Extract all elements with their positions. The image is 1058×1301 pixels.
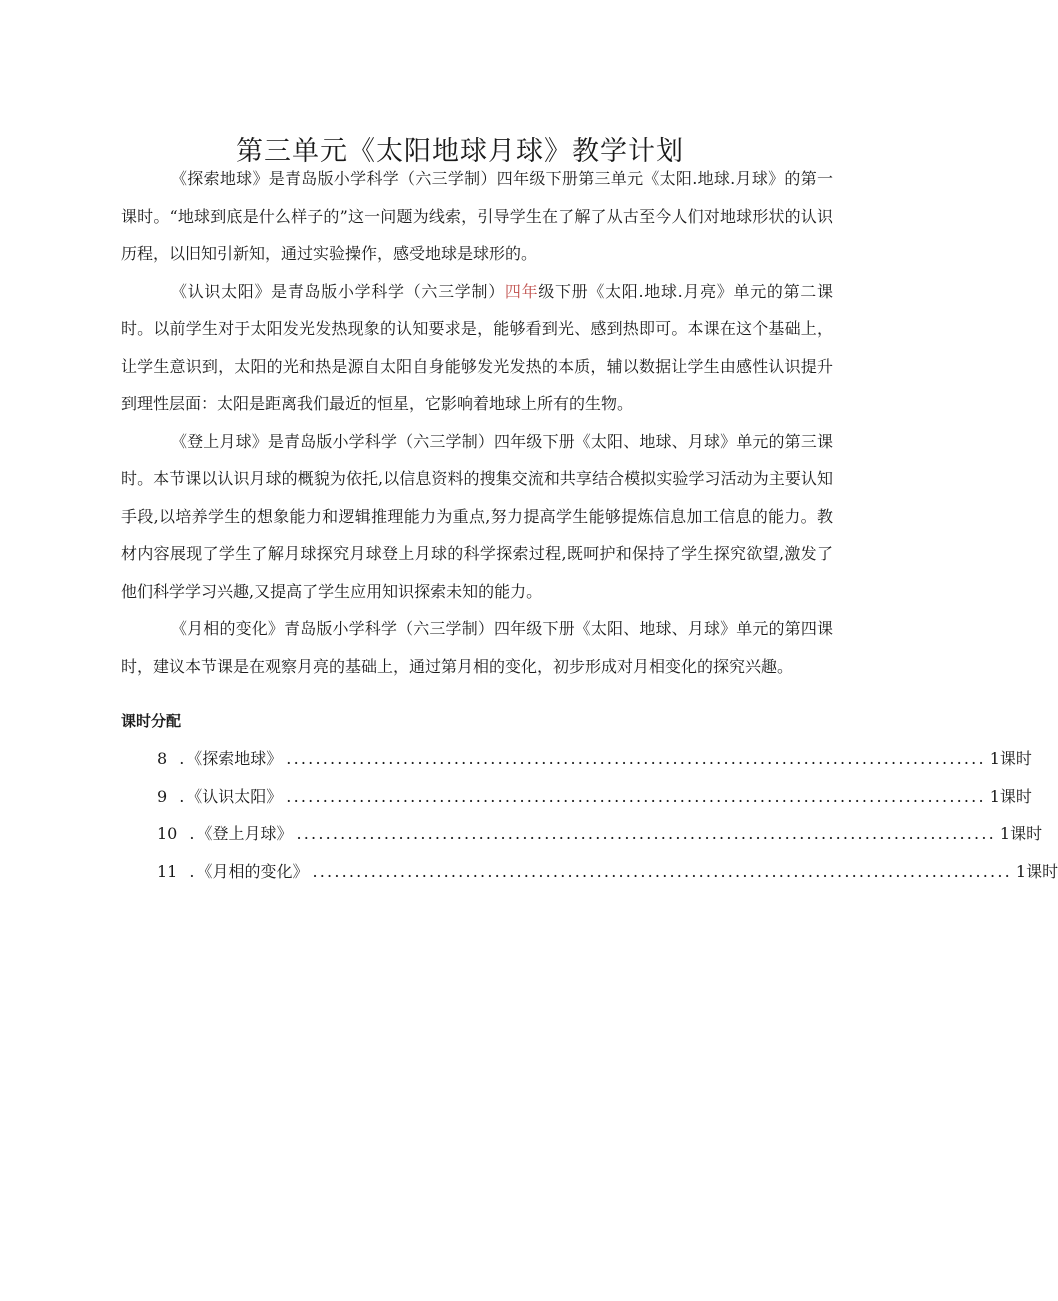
highlighted-grade-text: 四年: [504, 281, 539, 301]
paragraph-explore-earth: 《探索地球》是青岛版小学科学（六三学制）四年级下册第三单元《太阳.地球.月球》的第一课时。“地球到底是什么样子的”这一问题为线索，引导学生在了解了从古至今人们对地球形状的认识历程，以旧知引新知，通过实验操作，感受地球是球形的。: [121, 169, 833, 263]
schedule-item-separator: .: [189, 861, 195, 881]
paragraph-know-sun-after: 级下册《太阳.地球.月亮》单元的第二课时。以前学生对于太阳发光发热现象的认知要求是，能够看到光、感到热即可。本课在这个基础上，让学生意识到，太阳的光和热是源自太阳自身能够发光发热的本质，辅以数据让学生由感性认识提升到理性层面：太阳是距离我们最近的恒星，它影响着地球上所有的生物。: [121, 281, 833, 413]
schedule-item-title: 《月相的变化》: [196, 861, 309, 881]
leader-dots: ................................................................................................: [286, 749, 986, 768]
schedule-item-title: 《探索地球》: [186, 749, 283, 768]
schedule-item-separator: .: [179, 749, 185, 768]
schedule-item-separator: .: [179, 786, 185, 806]
schedule-item-separator: .: [189, 824, 195, 844]
schedule-list: [157, 740, 1058, 890]
paragraph-moon-landing: 《登上月球》是青岛版小学科学（六三学制）四年级下册《太阳、地球、月球》单元的第三课时。本节课以认识月球的概貌为依托,以信息资料的搜集交流和共享结合模拟实验学习活动为主要认知手段,以培养学生的想象能力和逻辑推理能力为重点,努力提高学生能够提炼信息加工信息的能力。教材内容展现了学生了解月球探究月球登上月球的科学探索过程,既呵护和保持了学生探究欲望,激发了他们科学学习兴趣,又提高了学生应用知识探索未知的能力。: [121, 431, 833, 601]
schedule-item-number: 9: [157, 786, 168, 806]
paragraph-know-sun-before: 《认识太阳》是青岛版小学科学（六三学制）: [171, 281, 505, 301]
schedule-item-hours: 1课时: [999, 824, 1043, 844]
schedule-item: [157, 815, 1043, 853]
schedule-item-hours: 1课时: [989, 749, 1032, 768]
leader-dots: ................................................................................................: [312, 861, 1012, 881]
schedule-item-title: 《登上月球》: [196, 824, 293, 844]
paragraph-know-sun: [121, 273, 833, 423]
schedule-item-hours: 1课时: [1015, 861, 1058, 881]
schedule-item: [157, 740, 1032, 778]
leader-dots: ................................................................................................: [286, 786, 986, 806]
document-title: 第三单元《太阳地球月球》教学计划: [236, 136, 684, 168]
schedule-item-number: 11: [157, 861, 178, 881]
schedule-item: [157, 853, 1058, 891]
schedule-heading: 课时分配: [121, 712, 182, 730]
document-body: [121, 160, 833, 685]
paragraph-moon-phases: 《月相的变化》青岛版小学科学（六三学制）四年级下册《太阳、地球、月球》单元的第四课时，建议本节课是在观察月亮的基础上，通过第月相的变化，初步形成对月相变化的探究兴趣。: [121, 619, 833, 676]
schedule-item-hours: 1课时: [989, 786, 1032, 806]
schedule-item-number: 10: [157, 824, 178, 844]
schedule-item: [157, 778, 1032, 816]
schedule-item-title: 《认识太阳》: [186, 786, 283, 806]
schedule-item-number: 8: [157, 749, 168, 768]
leader-dots: ................................................................................................: [296, 824, 996, 844]
